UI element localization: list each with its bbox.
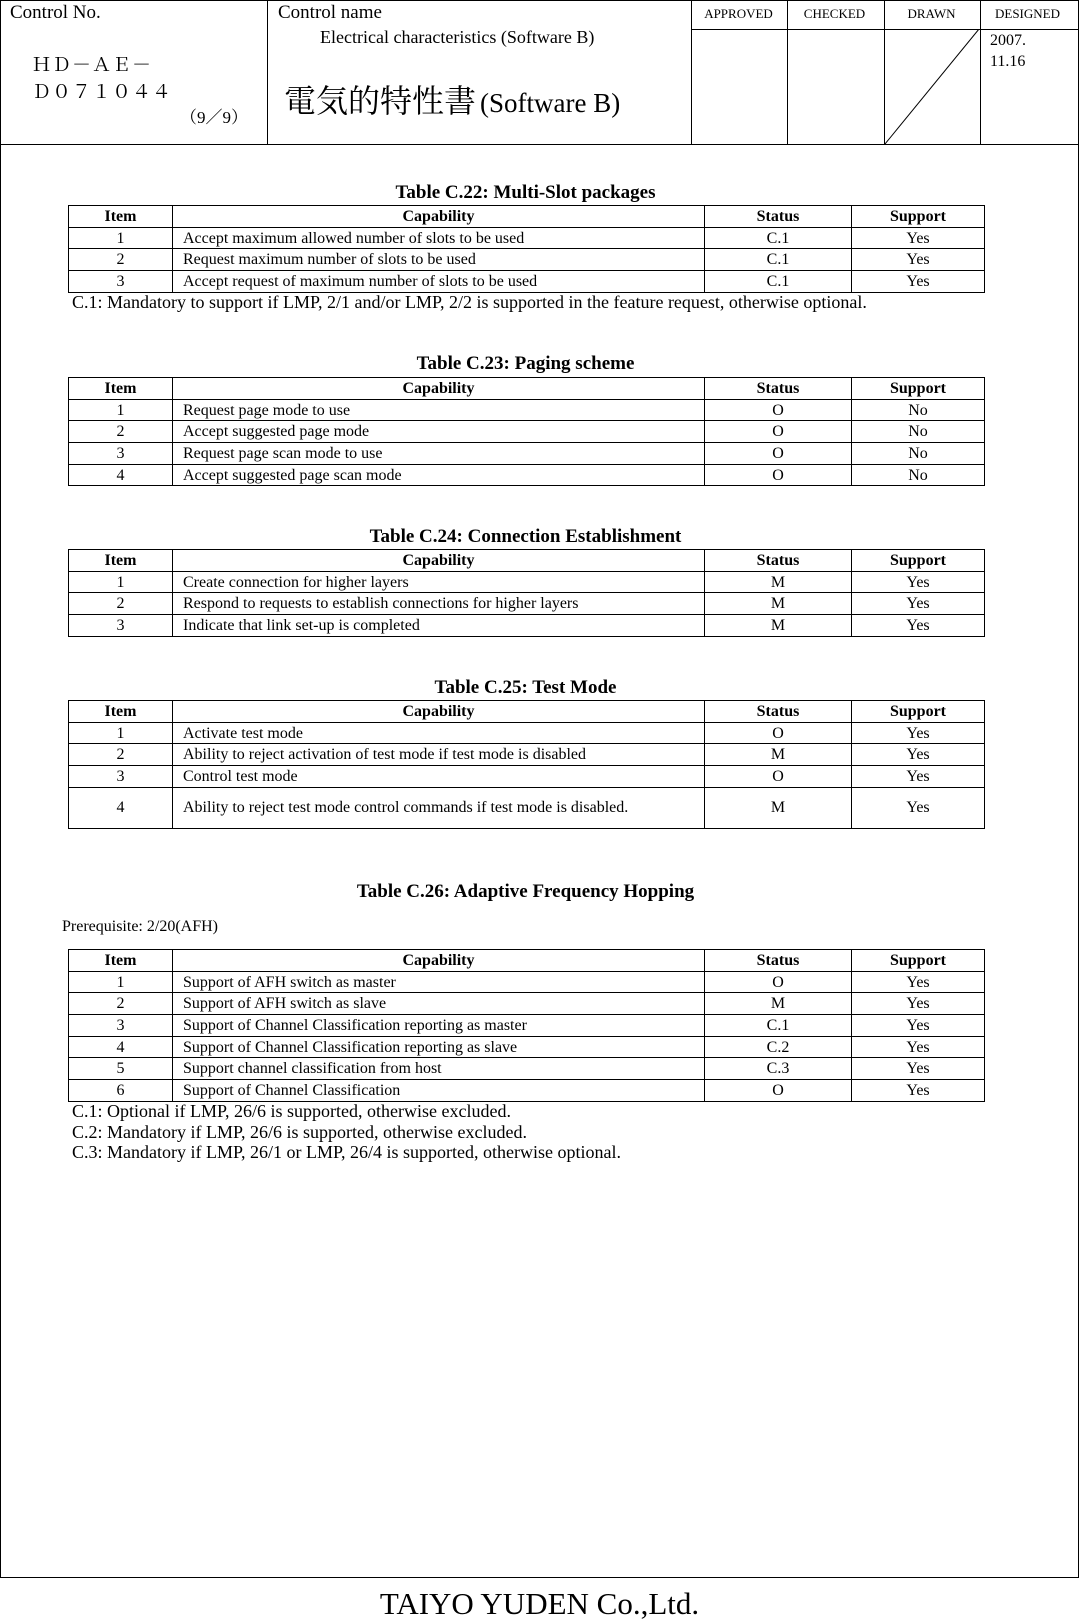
status-cell: O [705, 766, 852, 788]
capability-cell: Accept suggested page scan mode [173, 464, 705, 486]
header-divider [0, 144, 1079, 145]
table-title: Table C.24: Connection Establishment [369, 526, 682, 547]
capability-cell: Support channel classification from host [173, 1058, 705, 1080]
item-cell: 1 [69, 571, 173, 593]
support-cell: Yes [852, 615, 985, 637]
support-cell: Yes [852, 249, 985, 271]
status-cell: C.2 [705, 1036, 852, 1058]
status-cell: O [705, 399, 852, 421]
item-cell: 4 [69, 464, 173, 486]
table-title: Table C.25: Test Mode [434, 677, 617, 698]
designed-date-year: 2007. [990, 32, 1026, 49]
status-cell: O [705, 722, 852, 744]
support-cell: Yes [852, 993, 985, 1015]
table-row [69, 971, 985, 993]
capability-cell: Ability to reject activation of test mode if test mode is disabled [173, 744, 705, 766]
designed-label: DESIGNED [995, 6, 1060, 21]
capability-cell: Control test mode [173, 766, 705, 788]
support-cell: Yes [852, 744, 985, 766]
table-row [69, 443, 985, 465]
control-no-line2: Ｄ０７１０４４ [32, 81, 173, 103]
table-note: C.1: Mandatory to support if LMP, 2/1 and/or LMP, 2/2 is supported in the feature request, otherwise optional. [72, 292, 867, 312]
table-row [69, 787, 985, 828]
status-cell: O [705, 1080, 852, 1102]
status-cell: O [705, 443, 852, 465]
status-cell: M [705, 787, 852, 828]
capability-table [68, 700, 985, 829]
capability-table [68, 205, 985, 293]
table-title: Table C.23: Paging scheme [416, 353, 635, 374]
control-name-en: Electrical characteristics (Software B) [320, 27, 595, 47]
column-header-capability: Capability [173, 950, 705, 972]
control-no-line1: ＨＤ－ＡＥ－ [32, 54, 153, 76]
column-header-capability: Capability [173, 378, 705, 400]
capability-cell: Request page mode to use [173, 399, 705, 421]
column-header-status: Status [705, 950, 852, 972]
item-cell: 1 [69, 971, 173, 993]
status-cell: O [705, 421, 852, 443]
capability-cell: Support of AFH switch as master [173, 971, 705, 993]
item-cell: 2 [69, 249, 173, 271]
support-cell: Yes [852, 271, 985, 293]
column-header-status: Status [705, 206, 852, 228]
table-row [69, 464, 985, 486]
control-name-jp [284, 76, 620, 122]
table-header-row [69, 550, 985, 572]
capability-cell: Ability to reject test mode control commands if test mode is disabled. [173, 787, 705, 828]
table-row [69, 227, 985, 249]
company-name: TAIYO YUDEN Co.,Ltd. [379, 1586, 700, 1621]
table-row [69, 1015, 985, 1037]
column-header-capability: Capability [173, 701, 705, 723]
table-row [69, 593, 985, 615]
column-header-status: Status [705, 550, 852, 572]
table-row [69, 271, 985, 293]
support-cell: No [852, 399, 985, 421]
table-title: Table C.26: Adaptive Frequency Hopping [356, 881, 695, 902]
table-row [69, 1036, 985, 1058]
status-cell: M [705, 993, 852, 1015]
table-row [69, 993, 985, 1015]
control-no-label: Control No. [10, 2, 101, 23]
table-note: C.3: Mandatory if LMP, 26/1 or LMP, 26/4 is supported, otherwise optional. [72, 1142, 621, 1162]
checked-label: CHECKED [803, 6, 866, 21]
column-header-item: Item [69, 550, 173, 572]
support-cell: Yes [852, 571, 985, 593]
status-cell: M [705, 593, 852, 615]
column-header-support: Support [852, 206, 985, 228]
table-row [69, 744, 985, 766]
capability-cell: Indicate that link set-up is completed [173, 615, 705, 637]
item-cell: 1 [69, 227, 173, 249]
table-row [69, 1058, 985, 1080]
item-cell: 5 [69, 1058, 173, 1080]
capability-cell: Accept suggested page mode [173, 421, 705, 443]
column-header-support: Support [852, 701, 985, 723]
status-cell: O [705, 464, 852, 486]
item-cell: 2 [69, 421, 173, 443]
support-cell: Yes [852, 1058, 985, 1080]
table-header-row [69, 701, 985, 723]
table-note: C.2: Mandatory if LMP, 26/6 is supported, otherwise excluded. [72, 1122, 527, 1142]
column-header-item: Item [69, 378, 173, 400]
item-cell: 4 [69, 1036, 173, 1058]
table-title: Table C.22: Multi-Slot packages [395, 182, 656, 203]
status-cell: M [705, 615, 852, 637]
support-cell: Yes [852, 593, 985, 615]
item-cell: 3 [69, 1015, 173, 1037]
support-cell: Yes [852, 1080, 985, 1102]
item-cell: 3 [69, 766, 173, 788]
column-header-status: Status [705, 378, 852, 400]
column-header-support: Support [852, 550, 985, 572]
table-row [69, 766, 985, 788]
capability-cell: Support of Channel Classification reporting as master [173, 1015, 705, 1037]
support-cell: Yes [852, 787, 985, 828]
item-cell: 3 [69, 615, 173, 637]
control-name-jp-text: 電気的特性書 [284, 82, 477, 120]
capability-cell: Accept request of maximum number of slots to be used [173, 271, 705, 293]
status-cell: O [705, 971, 852, 993]
table-header-row [69, 950, 985, 972]
item-cell: 3 [69, 271, 173, 293]
capability-table [68, 949, 985, 1102]
column-header-item: Item [69, 701, 173, 723]
support-cell: Yes [852, 1036, 985, 1058]
support-cell: Yes [852, 1015, 985, 1037]
drawn-strike-line [884, 29, 980, 144]
capability-cell: Support of Channel Classification [173, 1080, 705, 1102]
status-cell: M [705, 744, 852, 766]
status-cell: C.1 [705, 1015, 852, 1037]
item-cell: 4 [69, 787, 173, 828]
support-cell: No [852, 443, 985, 465]
table-row [69, 399, 985, 421]
status-cell: C.1 [705, 271, 852, 293]
table-row [69, 615, 985, 637]
approved-label: APPROVED [704, 6, 773, 21]
status-cell: C.1 [705, 249, 852, 271]
status-cell: C.3 [705, 1058, 852, 1080]
column-header-support: Support [852, 378, 985, 400]
page-number: （9／9） [180, 108, 248, 127]
control-name-jp-suffix: (Software B) [480, 88, 621, 118]
column-header-item: Item [69, 206, 173, 228]
capability-table [68, 377, 985, 486]
table-row [69, 571, 985, 593]
capability-cell: Support of Channel Classification reporting as slave [173, 1036, 705, 1058]
capability-cell: Request maximum number of slots to be used [173, 249, 705, 271]
capability-cell: Activate test mode [173, 722, 705, 744]
table-row [69, 421, 985, 443]
capability-cell: Create connection for higher layers [173, 571, 705, 593]
control-name-label: Control name [278, 2, 382, 23]
table-row [69, 1080, 985, 1102]
table-header-row [69, 206, 985, 228]
support-cell: Yes [852, 971, 985, 993]
column-header-capability: Capability [173, 550, 705, 572]
column-header-item: Item [69, 950, 173, 972]
capability-cell: Accept maximum allowed number of slots to be used [173, 227, 705, 249]
item-cell: 1 [69, 399, 173, 421]
table-row [69, 249, 985, 271]
drawn-label: DRAWN [907, 6, 956, 21]
status-cell: C.1 [705, 227, 852, 249]
divider [267, 0, 268, 144]
table-header-row [69, 378, 985, 400]
capability-cell: Request page scan mode to use [173, 443, 705, 465]
support-cell: Yes [852, 227, 985, 249]
prerequisite: Prerequisite: 2/20(AFH) [62, 918, 218, 935]
item-cell: 3 [69, 443, 173, 465]
designed-date-day: 11.16 [990, 53, 1026, 70]
item-cell: 2 [69, 744, 173, 766]
table-note: C.1: Optional if LMP, 26/6 is supported, otherwise excluded. [72, 1101, 511, 1121]
item-cell: 1 [69, 722, 173, 744]
support-cell: Yes [852, 722, 985, 744]
capability-table [68, 549, 985, 637]
table-row [69, 722, 985, 744]
column-header-capability: Capability [173, 206, 705, 228]
support-cell: Yes [852, 766, 985, 788]
item-cell: 2 [69, 593, 173, 615]
support-cell: No [852, 464, 985, 486]
column-header-support: Support [852, 950, 985, 972]
support-cell: No [852, 421, 985, 443]
item-cell: 6 [69, 1080, 173, 1102]
item-cell: 2 [69, 993, 173, 1015]
capability-cell: Respond to requests to establish connections for higher layers [173, 593, 705, 615]
capability-cell: Support of AFH switch as slave [173, 993, 705, 1015]
column-header-status: Status [705, 701, 852, 723]
status-cell: M [705, 571, 852, 593]
